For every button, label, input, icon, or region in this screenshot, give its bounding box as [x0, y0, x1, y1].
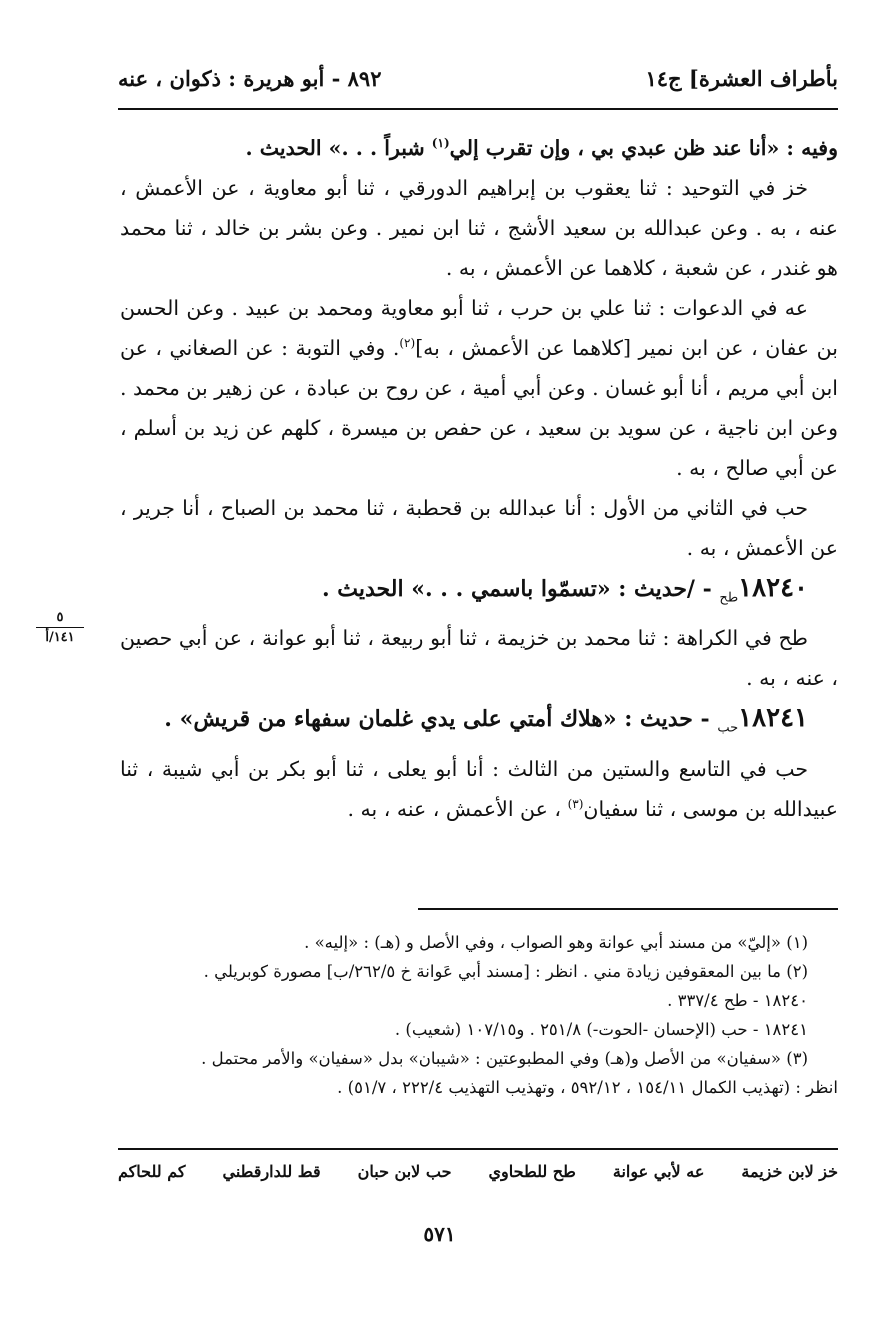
paragraph-hadith-text: وفيه : «أنا عند ظن عبدي بي ، وإن تقرب إلي$^{(١)}$ شبراً . . .» الحديث .	[245, 136, 838, 160]
footnote-ref-2: (٢)	[399, 336, 416, 351]
paragraph-ah-daawat: عه في الدعوات : ثنا علي بن حرب ، ثنا أبو معاوية ومحمد بن عبيد . وعن الحسن بن عفان ، عن ابن نمير [كلاهما عن الأعمش ، به]$^{(٢)}$. وفي التوبة : عن الصغاني ، عن ابن أبي مريم ، أنا أبو غسان . وعن أبي أمية ، عن روح بن عبادة ، عن زهير بن محمد . وعن ابن ناجية ، عن سويد بن سعيد ، عن حفص بن ميسرة ، كلهم عن زيد بن أسلم ، عن أبي صالح ، به .	[120, 296, 838, 480]
entry-heading: - /حديث : «تسمّوا باسمي . . .» الحديث .	[321, 576, 712, 602]
footnote-1: (١) «إليّ» من مسند أبي عوانة وهو الصواب ، وفي الأصل و (هـ) : «إليه» .	[304, 933, 808, 952]
abbrev-item: خز لابن خزيمة	[741, 1162, 838, 1181]
paragraph-hb-thani: حب في الثاني من الأول : أنا عبدالله بن قحطبة ، ثنا محمد بن الصباح ، أنا جرير ، عن الأعمش ، به .	[120, 496, 838, 560]
folio-note-top: ٥	[56, 610, 64, 625]
header-rule	[118, 108, 838, 110]
footnote-3: (٣) «سفيان» من الأصل و(هـ) وفي المطبوعتين : «شيبان» بدل «سفيان» والأمر محتمل .	[201, 1049, 808, 1068]
footnote-source-18241: ١٨٢٤١ - حب (الإحسان -الحوت-) ٢٥١/٨ . و١٠٧/١٥ (شعيب) .	[394, 1020, 808, 1039]
entry-sigil: حب	[717, 720, 739, 736]
entry-sigil: طح	[719, 590, 739, 606]
paragraph-khz-tawhid: خز في التوحيد : ثنا يعقوب بن إبراهيم الدورقي ، ثنا أبو معاوية ، عن الأعمش ، عنه ، به . وعن عبدالله بن سعيد الأشج ، ثنا ابن نمير . وعن بشر بن خالد ، ثنا محمد هو غندر ، عن شعبة ، كلاهما عن الأعمش ، به .	[120, 176, 838, 280]
footnote-separator	[418, 908, 838, 910]
footnote-ref-3: (٣)	[567, 796, 584, 811]
abbrev-item: عه لأبي عوانة	[612, 1162, 705, 1181]
abbrev-item: حب لابن حبان	[357, 1162, 452, 1181]
entry-number: ١٨٢٤١	[738, 703, 808, 734]
entry-number: ١٨٢٤٠	[738, 573, 808, 603]
footnote-source-18240: ١٨٢٤٠ - طح ٣٣٧/٤ .	[667, 991, 808, 1010]
main-text	[120, 128, 838, 829]
footnotes	[120, 928, 838, 1102]
footnote-3-continued: انظر : (تهذيب الكمال ١٥٤/١١ ، ٥٩٢/١٢ ، وتهذيب التهذيب ٢٢٢/٤ ، ٥١/٧) .	[337, 1078, 838, 1097]
footnote-ref-1: (١)	[431, 136, 450, 151]
abbreviations-rule	[118, 1148, 838, 1150]
abbrev-item: طح للطحاوي	[488, 1162, 576, 1181]
entry-heading: - حديث : «هلاك أمتي على يدي غلمان سفهاء من قريش» .	[164, 706, 710, 733]
entry-18240	[120, 568, 838, 618]
abbreviations-key	[118, 1162, 838, 1181]
page-number: ٥٧١	[423, 1222, 456, 1246]
paragraph-th-karaha: طح في الكراهة : ثنا محمد بن خزيمة ، ثنا أبو ربيعة ، ثنا أبو عوانة ، عن أبي حصين ، عنه ، به .	[120, 626, 838, 691]
manuscript-folio-note	[30, 610, 90, 645]
header-chapter-title: ٨٩٢ - أبو هريرة : ذكوان ، عنه	[118, 65, 382, 91]
running-header	[118, 58, 838, 98]
abbrev-item: قط للدارقطني	[222, 1162, 321, 1181]
footnote-2: (٢) ما بين المعقوفين زيادة مني . انظر : [مسند أبي عَوانة خ ٢٦٢/٥/ب] مصورة كوبريلي .	[203, 962, 808, 981]
entry-18241	[120, 698, 838, 748]
folio-note-bottom: ١٤١/أ	[45, 630, 75, 645]
paragraph-hb-tasi: حب في التاسع والستين من الثالث : أنا أبو يعلى ، ثنا أبو بكر بن أبي شيبة ، ثنا عبيدالله بن موسى ، ثنا سفيان$^{(٣)}$ ، عن الأعمش ، عنه ، به .	[120, 756, 838, 821]
abbrev-item: كم للحاكم	[118, 1162, 186, 1181]
header-volume-title: بأطراف العشرة] ج١٤	[645, 65, 838, 91]
